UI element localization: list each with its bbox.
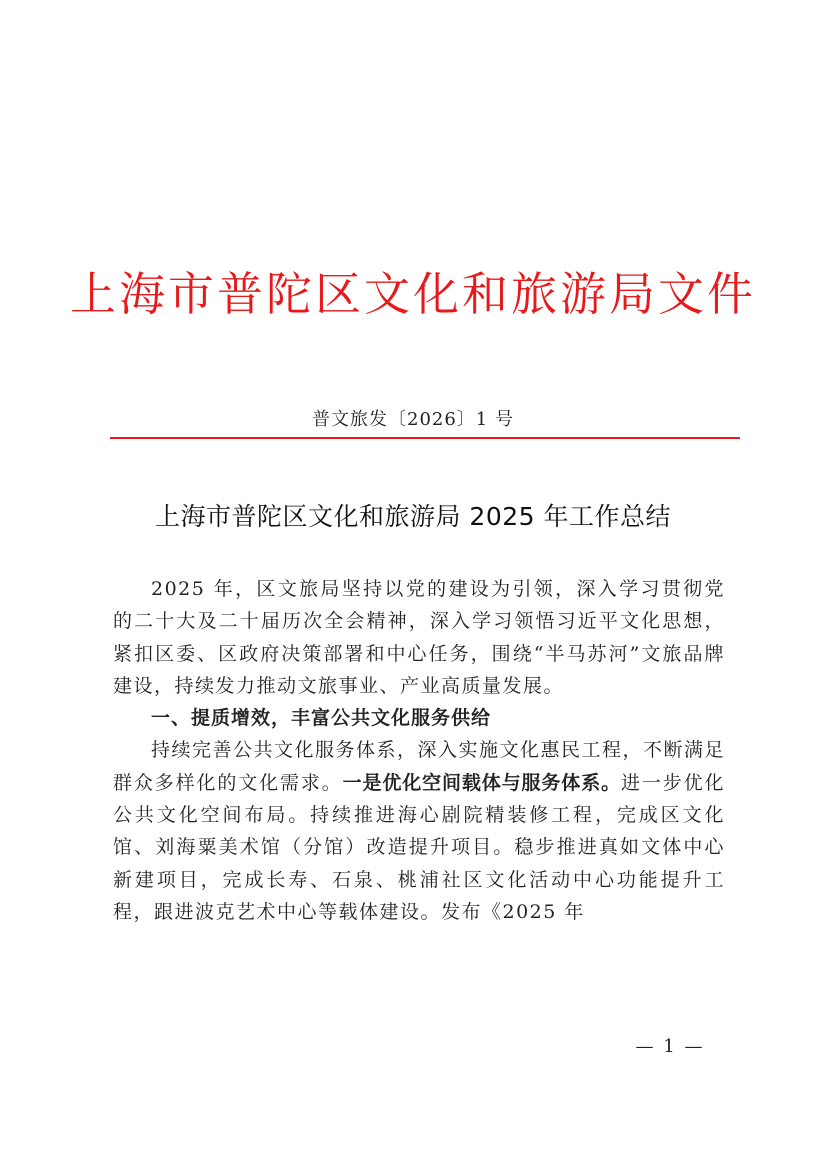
document-title: 上海市普陀区文化和旅游局 2025 年工作总结 bbox=[154, 502, 672, 531]
document-number: 普文旅发〔2026〕1 号 bbox=[312, 409, 514, 430]
red-divider-line bbox=[110, 437, 740, 439]
paragraph-text-rest: 进一步优化公共文化空间布局。持续推进海心剧院精装修工程，完成区文化馆、刘海粟美术馆（分馆）改造提升项目。稳步推进真如文体中心新建项目，完成长寿、石泉、桃浦社区文化活动中心功能提升工程，跟进波克艺术中心等载体建设。发布《2025 年 bbox=[113, 771, 725, 923]
paragraph-text-start: 持续完善公共文化服务体系，深入实施文化惠民工程，不断满足群众多样化的文化需求。 bbox=[113, 739, 726, 794]
document-body bbox=[113, 573, 725, 928]
emphasis-text: 一是优化空间载体与服务体系。 bbox=[342, 771, 621, 794]
page-number: — 1 — bbox=[635, 1036, 705, 1057]
section-heading: 一、提质增效，丰富公共文化服务供给 bbox=[151, 707, 492, 730]
section-paragraph bbox=[113, 734, 725, 928]
intro-paragraph: 2025 年，区文旅局坚持以党的建设为引领，深入学习贯彻党的二十大及二十届历次全会精神，深入学习领悟习近平文化思想，紧扣区委、区政府决策部署和中心任务，围绕“半马苏河”文旅品牌建设，持续发力推动文旅事业、产业高质量发展。 bbox=[113, 578, 725, 697]
masthead-title: 上海市普陀区文化和旅游局文件 bbox=[70, 267, 756, 321]
